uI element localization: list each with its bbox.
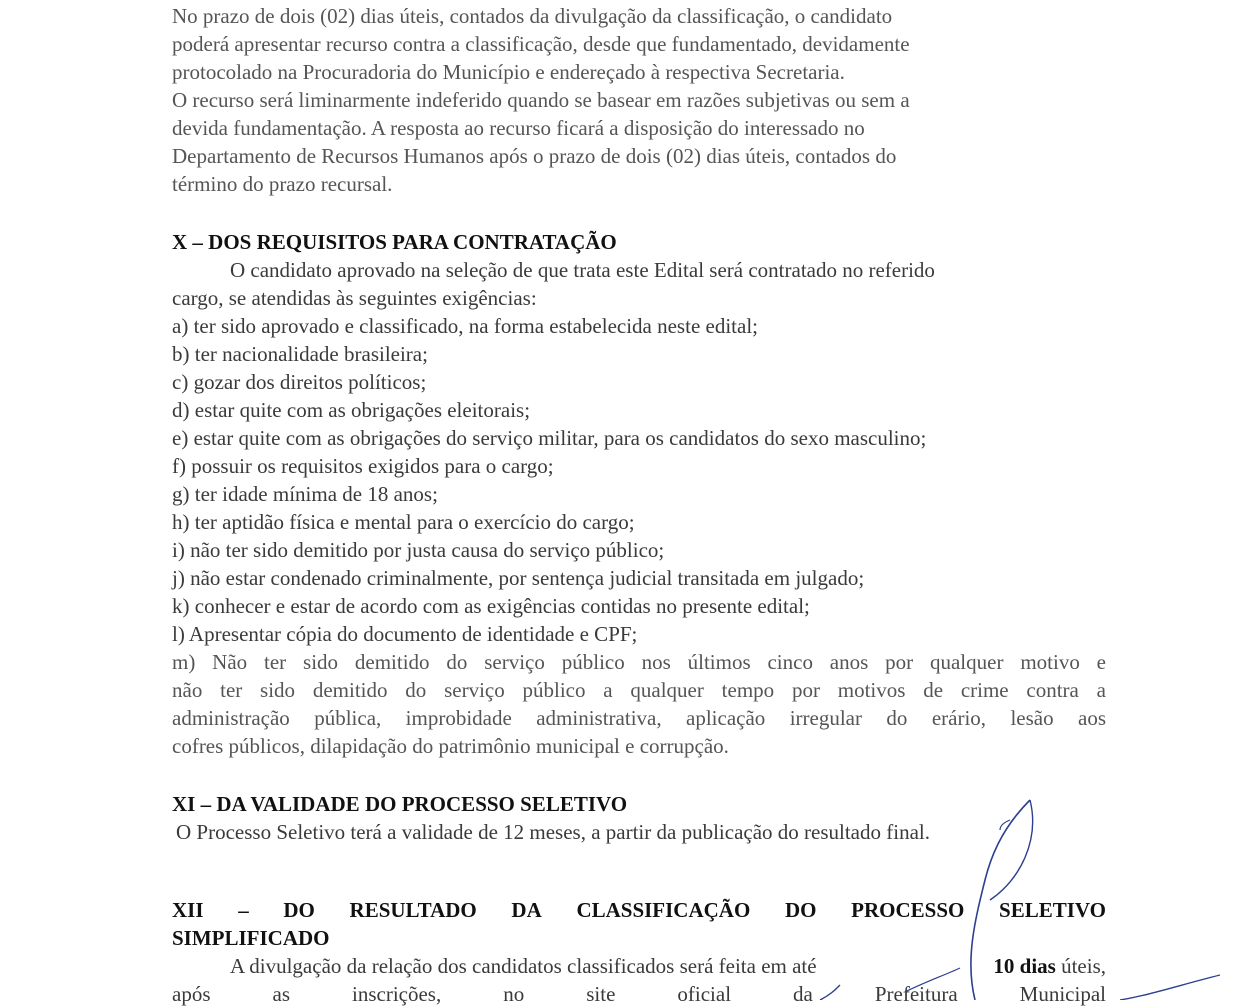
list-item: g) ter idade mínima de 18 anos;	[172, 482, 438, 506]
word: m)	[172, 650, 196, 674]
paragraph-line: protocolado na Procuradoria do Município e endereçado à respectiva Secretaria.	[172, 60, 845, 84]
paragraph-line: devida fundamentação. A resposta ao recurso ficará a disposição do interessado no	[172, 116, 865, 140]
paragraph-text: A divulgação da relação dos candidatos classificados será feita em até	[230, 954, 817, 978]
word: e	[1096, 650, 1106, 674]
word: qualquer	[929, 650, 1004, 674]
word: por	[791, 678, 820, 702]
section-ix-continuation	[172, 2, 1106, 198]
word: –	[238, 898, 249, 922]
word: demitido	[354, 650, 430, 674]
paragraph-text: úteis,	[1061, 954, 1106, 978]
word: pública,	[314, 706, 382, 730]
section-x	[172, 228, 1106, 760]
word: cinco	[767, 650, 813, 674]
word: Não	[212, 650, 248, 674]
word: a	[603, 678, 613, 702]
word: irregular	[789, 706, 862, 730]
justified-line	[172, 980, 1106, 1008]
section-heading: X – DOS REQUISITOS PARA CONTRATAÇÃO	[172, 230, 617, 254]
paragraph-line: término do prazo recursal.	[172, 172, 393, 196]
bold-deadline: 10 dias	[993, 954, 1056, 978]
word: sido	[303, 650, 339, 674]
word: motivos	[837, 678, 906, 702]
section-heading-continued: SIMPLIFICADO	[172, 926, 330, 950]
word: anos	[829, 650, 869, 674]
section-xi	[172, 790, 1106, 846]
word: últimos	[687, 650, 751, 674]
word: site	[586, 982, 616, 1006]
word: qualquer	[630, 678, 704, 702]
word: demitido	[312, 678, 388, 702]
list-item: l) Apresentar cópia do documento de identidade e CPF;	[172, 622, 638, 646]
justified-line	[172, 676, 1106, 704]
word: sido	[260, 678, 296, 702]
word: por	[885, 650, 914, 674]
word: RESULTADO	[349, 898, 477, 922]
word: as	[272, 982, 290, 1006]
word: Municipal	[1019, 982, 1106, 1006]
word: contra	[1026, 678, 1079, 702]
paragraph-line: cargo, se atendidas às seguintes exigências:	[172, 286, 537, 310]
paragraph-line: O recurso será liminarmente indeferido quando se basear em razões subjetivas ou sem a	[172, 88, 910, 112]
section-heading: XI – DA VALIDADE DO PROCESSO SELETIVO	[172, 792, 628, 816]
word: da	[793, 982, 813, 1006]
word: nos	[641, 650, 671, 674]
word: administração	[172, 706, 290, 730]
word: do	[405, 678, 427, 702]
word: aplicação	[686, 706, 766, 730]
word: não	[172, 678, 203, 702]
word: CLASSIFICAÇÃO	[576, 898, 751, 922]
word: aos	[1078, 706, 1106, 730]
word: ter	[220, 678, 243, 702]
word: de	[923, 678, 944, 702]
list-item: b) ter nacionalidade brasileira;	[172, 342, 428, 366]
list-item: c) gozar dos direitos políticos;	[172, 370, 427, 394]
list-item: j) não estar condenado criminalmente, por sentença judicial transitada em julgado;	[172, 566, 865, 590]
word: após	[172, 982, 211, 1006]
list-item: d) estar quite com as obrigações eleitorais;	[172, 398, 531, 422]
list-item-m	[172, 648, 1106, 760]
word: XII	[172, 898, 204, 922]
list-item: i) não ter sido demitido por justa causa do serviço público;	[172, 538, 665, 562]
word: público	[522, 678, 586, 702]
list-item: h) ter aptidão física e mental para o exercício do cargo;	[172, 510, 635, 534]
word: público	[561, 650, 625, 674]
word: PROCESSO	[851, 898, 965, 922]
justified-line	[172, 648, 1106, 676]
list-item: f) possuir os requisitos exigidos para o cargo;	[172, 454, 554, 478]
paragraph-line: O Processo Seletivo terá a validade de 12 meses, a partir da publicação do resultado final.	[176, 820, 930, 844]
paragraph-line: cofres públicos, dilapidação do patrimônio municipal e corrupção.	[172, 734, 729, 758]
word: erário,	[931, 706, 987, 730]
word: serviço	[484, 650, 545, 674]
paragraph-line	[172, 952, 1106, 980]
word: administrativa,	[536, 706, 662, 730]
word: no	[503, 982, 525, 1006]
word: serviço	[444, 678, 505, 702]
word: Prefeitura	[874, 982, 958, 1006]
word: do	[886, 706, 908, 730]
section-heading	[172, 896, 1106, 924]
word: tempo	[721, 678, 775, 702]
word: crime	[960, 678, 1009, 702]
list-item: e) estar quite com as obrigações do serviço militar, para os candidatos do sexo masculino;	[172, 426, 927, 450]
word: DO	[784, 898, 817, 922]
word: inscrições,	[352, 982, 442, 1006]
requirements-list	[172, 312, 1106, 760]
word: DA	[511, 898, 542, 922]
word: DO	[283, 898, 315, 922]
paragraph-line	[172, 256, 1106, 284]
paragraph-line: poderá apresentar recurso contra a classificação, desde que fundamentado, devidamente	[172, 32, 910, 56]
word: SELETIVO	[999, 898, 1106, 922]
list-item: a) ter sido aprovado e classificado, na forma estabelecida neste edital;	[172, 314, 758, 338]
document-page	[172, 0, 1106, 1008]
word: ter	[264, 650, 287, 674]
word: improbidade	[405, 706, 512, 730]
word: lesão	[1010, 706, 1054, 730]
list-item: k) conhecer e estar de acordo com as exigências contidas no presente edital;	[172, 594, 810, 618]
intro-text: O candidato aprovado na seleção de que trata este Edital será contratado no referido	[230, 258, 935, 282]
paragraph-tail	[993, 952, 1106, 980]
word: a	[1096, 678, 1106, 702]
word: oficial	[677, 982, 732, 1006]
paragraph-line: No prazo de dois (02) dias úteis, contados da divulgação da classificação, o candidato	[172, 4, 893, 28]
word: do	[446, 650, 468, 674]
paragraph-line: Departamento de Recursos Humanos após o prazo de dois (02) dias úteis, contados do	[172, 144, 897, 168]
justified-line	[172, 704, 1106, 732]
word: motivo	[1020, 650, 1080, 674]
section-xii	[172, 896, 1106, 1008]
